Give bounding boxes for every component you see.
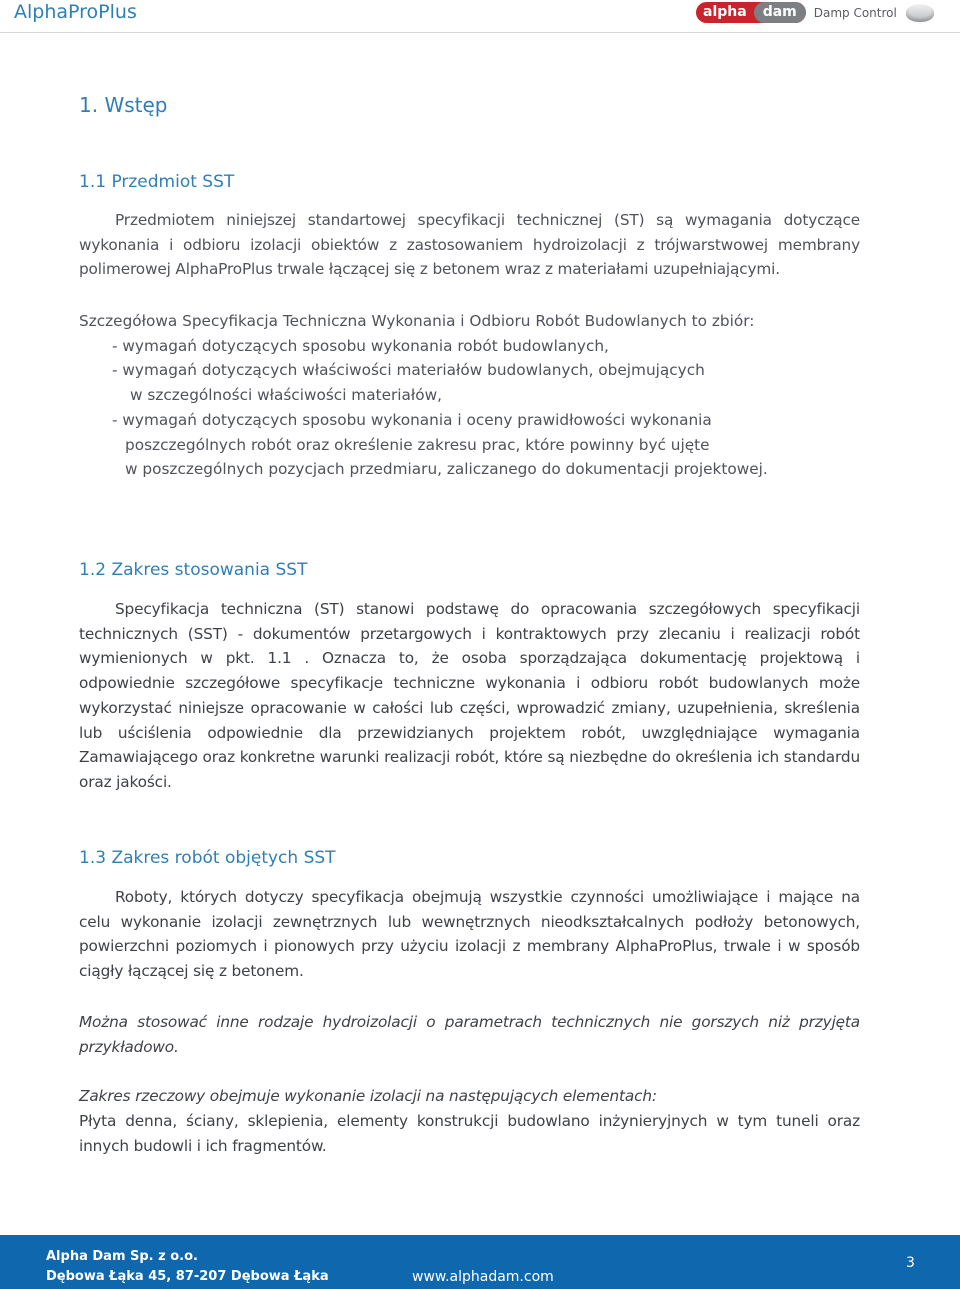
scope-text: Płyta denna, ściany, sklepienia, elementy konstrukcji budowlano inżynieryjnych w tym tuneli oraz innych budowli i ich fragmentów. [79, 1112, 860, 1155]
list-item-continuation: poszczególnych robót oraz określenie zakresu prac, które powinny być ujęte [125, 435, 710, 454]
section-1-1-paragraph: Przedmiotem niniejszej standartowej specyfikacji technicznej (ST) są wymagania dotyczące wykonania i odbioru izolacji obiektów z zastosowaniem hydroizolacji z trójwarstwowej membrany polimerowej AlphaProPlus trwale łączącej się z betonem wraz z materiałami uzupełniającymi. [79, 211, 860, 279]
list-intro: Szczegółowa Specyfikacja Techniczna Wykonania i Odbioru Robót Budowlanych to zbiór: [79, 312, 755, 330]
alphadam-logo [696, 2, 934, 23]
list-item-continuation: w szczególności właściwości materiałów, [130, 386, 442, 405]
logo-alpha-text: alpha [703, 4, 747, 20]
logo-subtitle: Damp Control [813, 5, 897, 20]
logo-pill [696, 2, 806, 23]
header-divider [0, 32, 960, 33]
scope-heading: Zakres rzeczowy obejmuje wykonanie izolacji na następujących elementach: [79, 1087, 657, 1105]
logo-dam-text: dam [754, 2, 806, 23]
page-footer [0, 1235, 960, 1289]
section-heading-1-2: 1.2 Zakres stosowania SST [79, 560, 308, 580]
footer-address: Dębowa Łąka 45, 87-207 Dębowa Łąka [46, 1269, 329, 1284]
section-1-3-paragraph: Roboty, których dotyczy specyfikacja obejmują wszystkie czynności umożliwiające i mające na celu wykonanie izolacji zewnętrznych lub wewnętrznych nieodkształcalnych podłoży betonowych, powierzchni poziomych i pionowych przy użyciu izolacji z membrany AlphaProPlus, trwale i w sposób ciągły łączącej się z betonem. [79, 888, 860, 981]
water-drop-icon [906, 4, 934, 22]
document-header-title: AlphaProPlus [14, 1, 137, 23]
footer-website-link[interactable]: www.alphadam.com [412, 1269, 554, 1285]
requirements-list [79, 309, 879, 482]
footer-company: Alpha Dam Sp. z o.o. [46, 1249, 198, 1264]
section-1-2-paragraph: Specyfikacja techniczna (ST) stanowi podstawę do opracowania szczegółowych specyfikacji technicznych (SST) - dokumentów przetargowych i kontraktowych przy zlecaniu i realizacji robót wymienionych w pkt. 1.1 . Oznacza to, że osoba sporządzająca dokumentację projektową i odpowiednie szczegółowe specyfikacje techniczne wykonania i odbioru robót budowlanych może wykorzystać niniejsze opracowanie w całości lub części, wprowadzić zmiany, uzupełnienia, skreślenia lub uściślenia odpowiednie dla przewidzianych projektem robót, uwzględniające wymagania Zamawiającego oraz konkretne warunki realizacji robót, które są niezbędne do określenia ich standardu oraz jakości. [79, 600, 860, 791]
alternative-note: Można stosować inne rodzaje hydroizolacji o parametrach technicznych nie gorszych niż przyjęta przykładowo. [79, 1013, 860, 1056]
list-item: - wymagań dotyczących sposobu wykonania i oceny prawidłowości wykonania [112, 410, 712, 429]
section-heading-1: 1. Wstęp [79, 93, 168, 117]
list-item-continuation: w poszczególnych pozycjach przedmiaru, zaliczanego do dokumentacji projektowej. [125, 460, 768, 479]
list-item: - wymagań dotyczących sposobu wykonania robót budowlanych, [112, 336, 609, 355]
section-heading-1-1: 1.1 Przedmiot SST [79, 172, 235, 192]
section-heading-1-3: 1.3 Zakres robót objętych SST [79, 848, 336, 868]
page-number: 3 [906, 1255, 915, 1271]
list-item: - wymagań dotyczących właściwości materiałów budowlanych, obejmujących [112, 361, 705, 380]
